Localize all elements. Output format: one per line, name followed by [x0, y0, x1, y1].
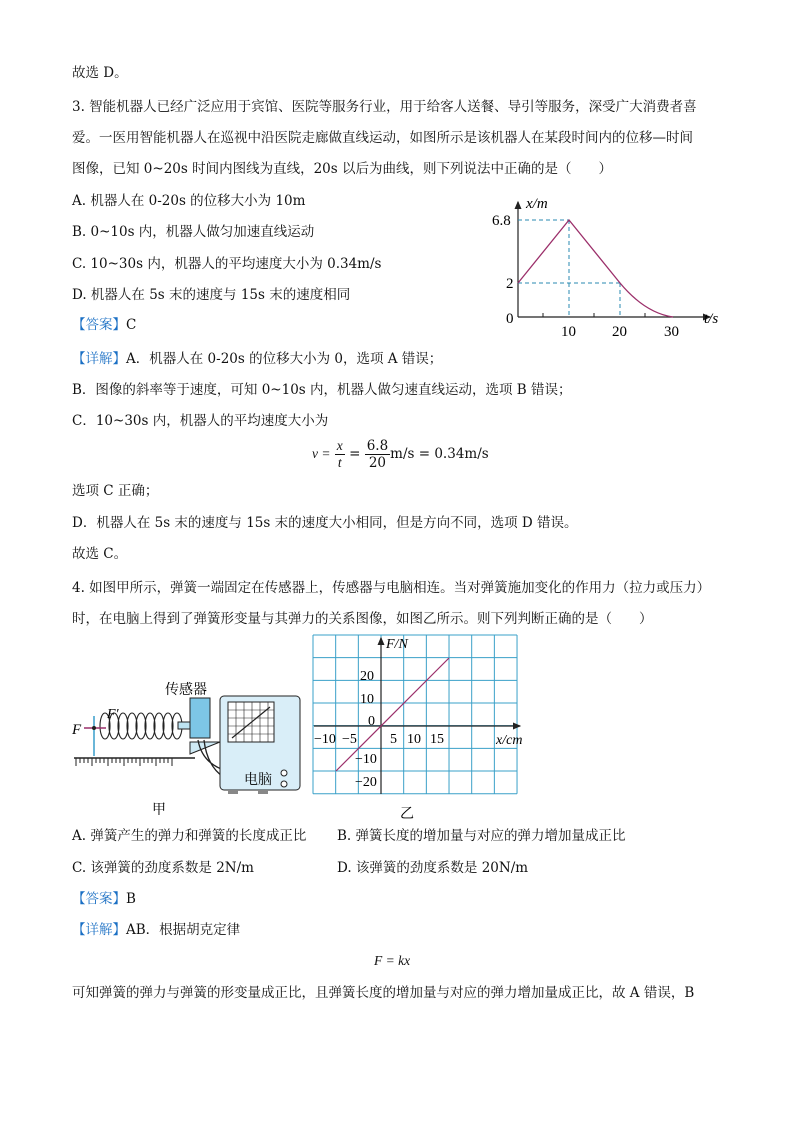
option-b: B. 弹簧长度的增加量与对应的弹力增加量成正比 [337, 828, 626, 844]
text-line: 故选 C。 [72, 546, 128, 562]
grid [313, 635, 517, 794]
guide-lines [518, 220, 620, 317]
force-extension-graph [300, 632, 540, 824]
detail-text: A．机器人在 0-20s 的位移大小为 0，选项 A 错误； [126, 351, 443, 367]
spring-apparatus-figure [60, 680, 310, 815]
denominator: t [337, 455, 342, 470]
numerator: 6.8 [366, 438, 389, 454]
detail-line [72, 350, 442, 368]
detail-text: 可知弹簧的弹力与弹簧的形变量成正比，且弹簧长度的增加量与对应的弹力增加量成正比，故 A 错误，B [72, 985, 695, 1001]
force-label: F [72, 722, 82, 738]
y-tick: 2 [506, 276, 514, 292]
question-4-text: 时，在电脑上得到了弹簧形变量与其弹力的关系图像，如图乙所示。则下列判断正确的是（ ） [72, 611, 653, 627]
ruler-ticks [76, 758, 172, 766]
detail-text: AB．根据胡克定律 [126, 922, 241, 938]
xt-graph [460, 180, 730, 340]
x-tick: 30 [664, 324, 679, 340]
option-b: B. 0~10s 内，机器人做匀加速直线运动 [72, 224, 315, 240]
y-tick: 20 [360, 669, 374, 684]
option-d: D. 机器人在 5s 末的速度与 15s 末的速度相同 [72, 287, 351, 303]
question-3-text: 图像，已知 0~20s 时间内图线为直线，20s 以后为曲线，则下列说法中正确的是（ ） [72, 161, 612, 177]
option-a: A. 弹簧产生的弹力和弹簧的长度成正比 [72, 828, 307, 844]
x-tick: 10 [407, 732, 421, 747]
option-c: C. 10~30s 内，机器人的平均速度大小为 0.34m/s [72, 256, 382, 272]
formula-velocity [312, 436, 489, 472]
x-axis-label: t/s [704, 311, 719, 327]
y-axis-label: x/m [526, 196, 548, 212]
x-tick: −5 [342, 732, 357, 747]
detail-tag: 【详解】 [72, 922, 126, 938]
question-4-text: 4. 如图甲所示，弹簧一端固定在传感器上，传感器与电脑相连。当对弹簧施加变化的作用力（拉力或压力） [72, 580, 711, 596]
option-c: C. 该弹簧的劲度系数是 2N/m [72, 860, 254, 876]
formula-hooke: F = kx [374, 953, 411, 968]
detail-text: B．图像的斜率等于速度，可知 0~10s 内，机器人做匀速直线运动，选项 B 错误； [72, 382, 572, 398]
fraction [365, 438, 390, 471]
formula-part: v = [312, 446, 331, 461]
answer-value: B [126, 891, 136, 907]
x-tick: 10 [561, 324, 576, 340]
detail-text: D．机器人在 5s 末的速度与 15s 末的速度大小相同，但是方向不同，选项 D 错误。 [72, 515, 578, 531]
displacement-curve [518, 220, 673, 317]
reaction-label: F′ [107, 707, 119, 722]
detail-text: C．10~30s 内，机器人的平均速度大小为 [72, 413, 329, 429]
computer-label: 电脑 [244, 773, 272, 788]
formula-part: m/s = 0.34m/s [390, 446, 489, 462]
answer-tag: 【答案】 [72, 891, 126, 907]
text-line: 故选 D。 [72, 65, 128, 81]
figure-caption: 甲 [152, 803, 166, 815]
formula-part: = [349, 446, 361, 462]
option-d: D. 该弹簧的劲度系数是 20N/m [337, 860, 529, 876]
force-line [336, 658, 449, 771]
y-tick: −10 [355, 752, 377, 767]
y-tick: 0 [368, 714, 375, 729]
answer-value: C [126, 317, 137, 333]
option-a: A. 机器人在 0-20s 的位移大小为 10m [72, 193, 306, 209]
y-axis-label: F/N [386, 637, 408, 652]
figure-caption: 乙 [400, 807, 414, 822]
detail-tag: 【详解】 [72, 351, 126, 367]
y-tick: 6.8 [492, 213, 511, 229]
question-3-text: 3. 智能机器人已经广泛应用于宾馆、医院等服务行业，用于给客人送餐、导引等服务，深受广大消费者喜 [72, 99, 697, 115]
x-tick: 5 [390, 732, 397, 747]
answer-line [72, 316, 136, 334]
x-tick: 15 [430, 732, 444, 747]
x-tick: 20 [612, 324, 627, 340]
x-axis-label: x/cm [496, 733, 523, 748]
numerator: x [336, 438, 343, 453]
sensor-block [190, 698, 210, 738]
y-tick: −20 [355, 775, 377, 790]
x-tick: −10 [314, 732, 336, 747]
y-tick: 0 [506, 311, 514, 327]
fraction [335, 438, 345, 471]
detail-text: 选项 C 正确； [72, 483, 159, 499]
question-3-text: 爱。一医用智能机器人在巡视中沿医院走廊做直线运动，如图所示是该机器人在某段时间内的位移—时间 [72, 130, 693, 146]
answer-tag: 【答案】 [72, 317, 126, 333]
denominator: 20 [368, 455, 387, 471]
detail-line [72, 921, 240, 939]
answer-line [72, 890, 136, 908]
sensor-label: 传感器 [165, 683, 207, 698]
y-tick: 10 [360, 692, 374, 707]
